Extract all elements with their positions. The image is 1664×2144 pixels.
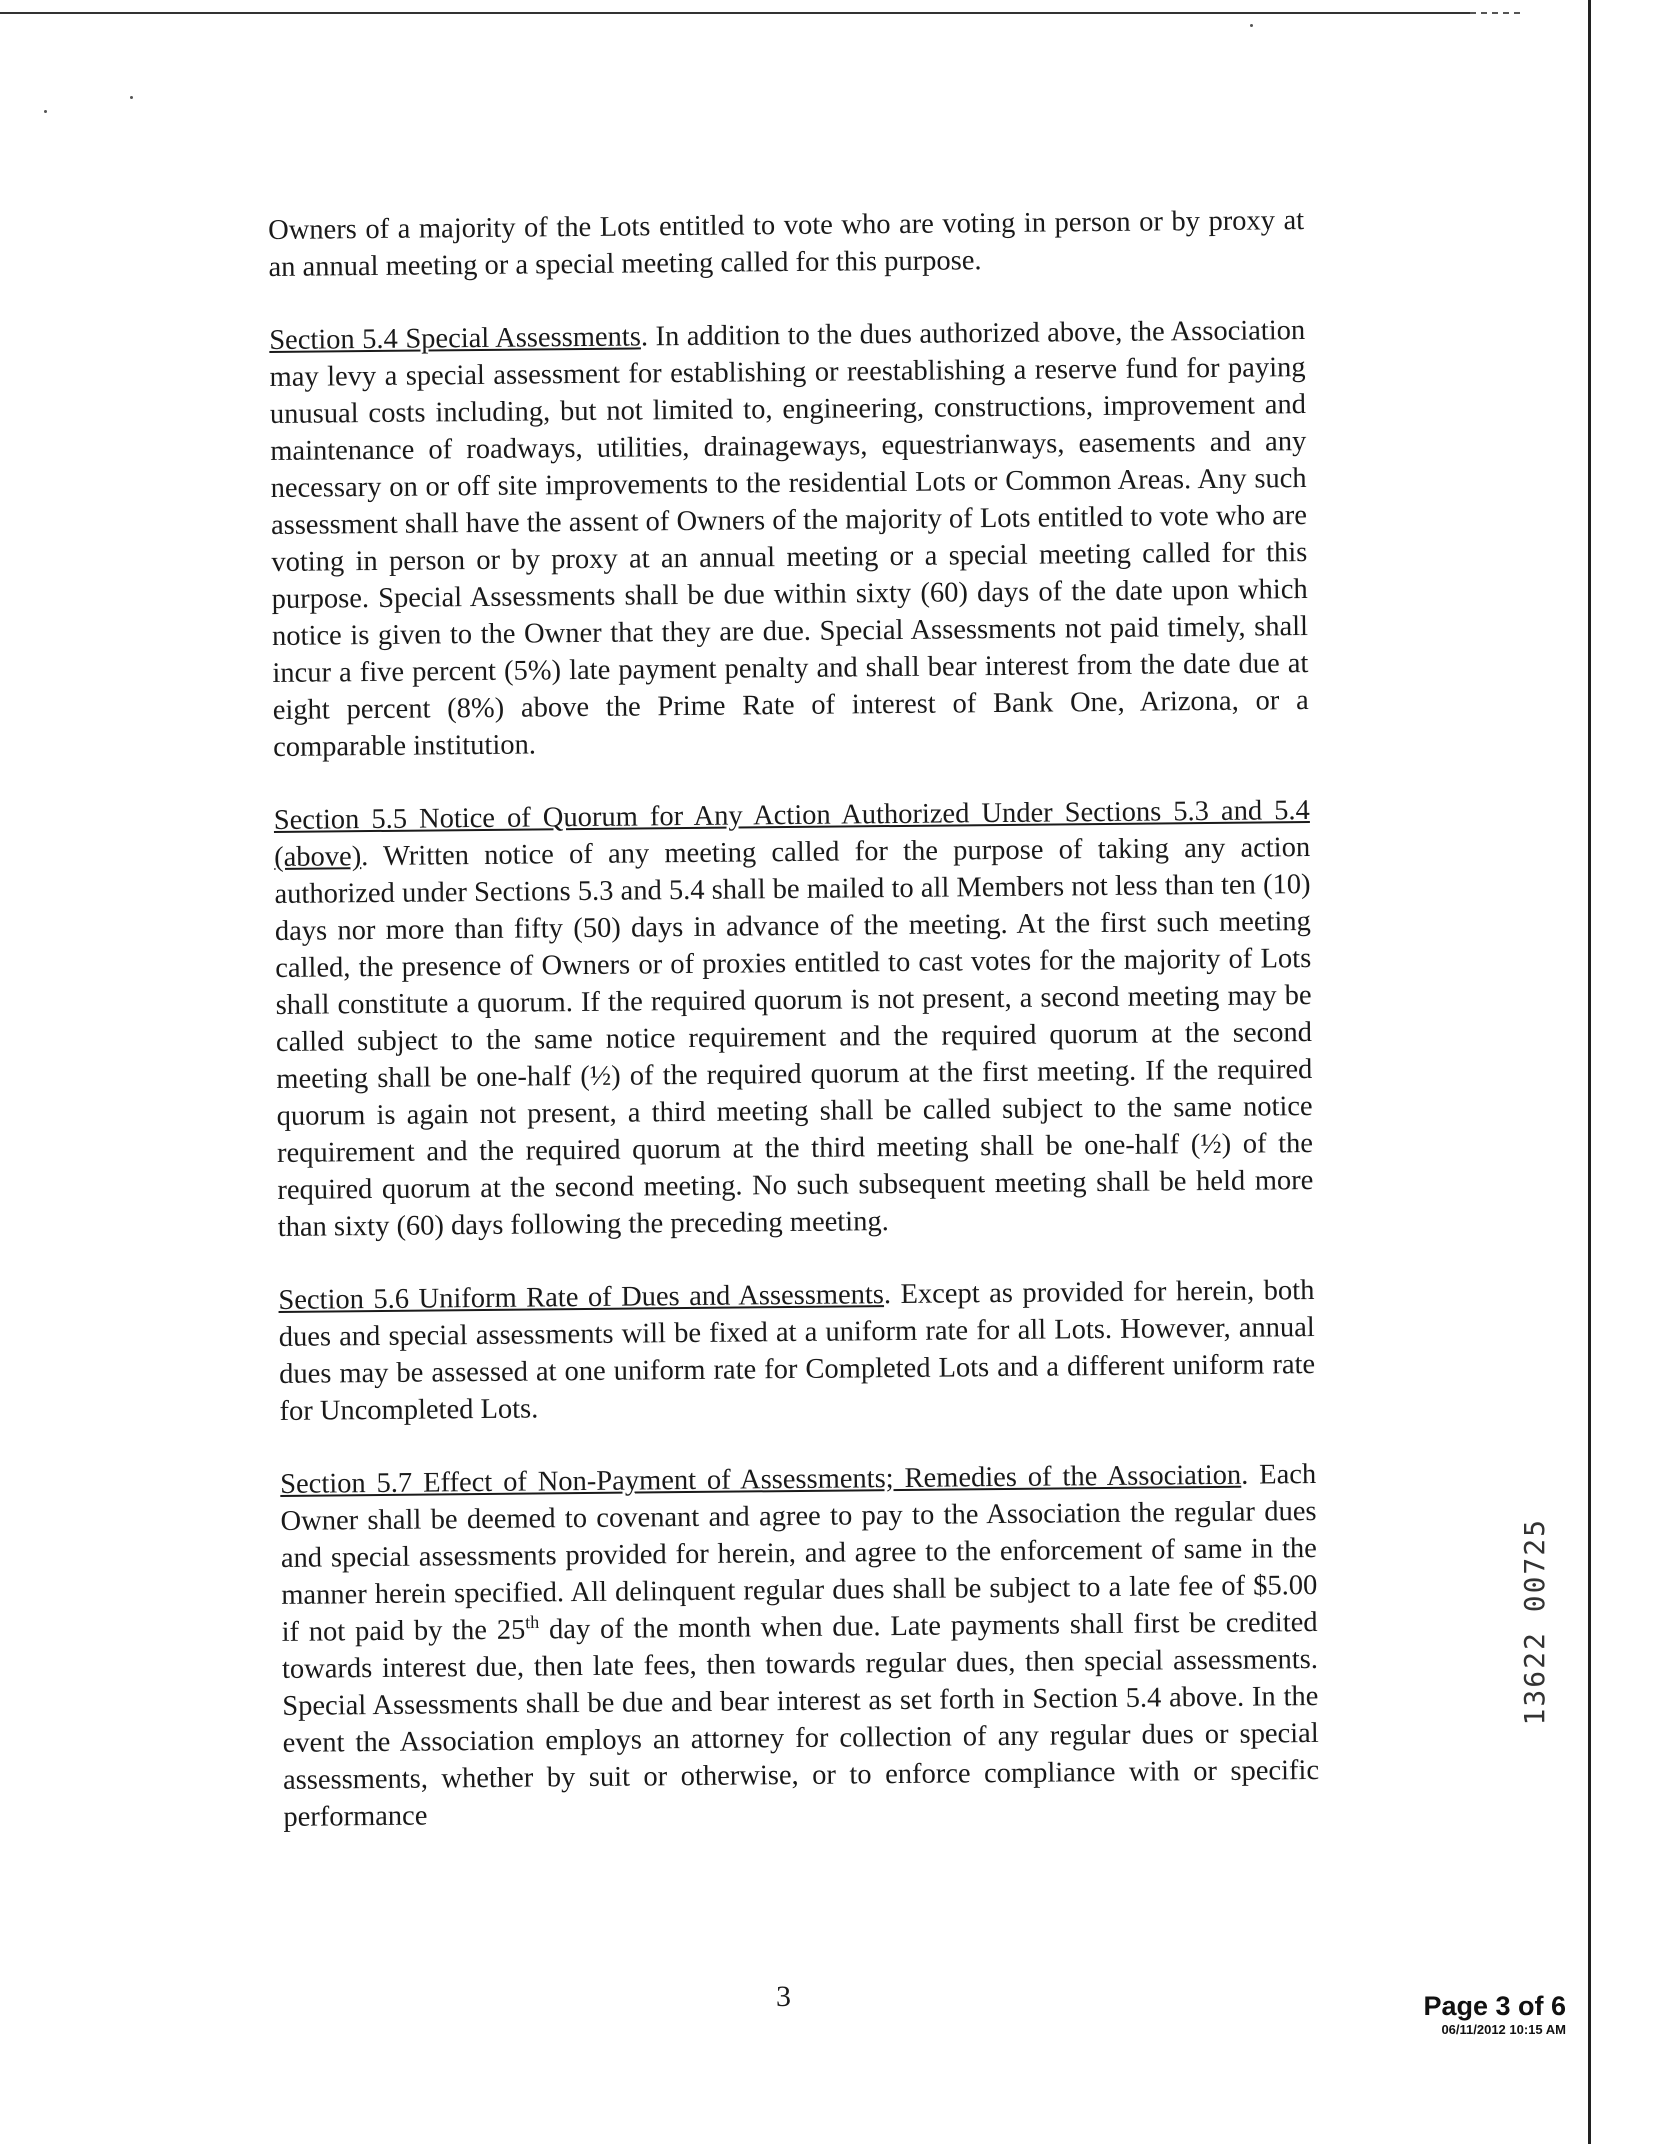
print-timestamp: 06/11/2012 10:15 AM — [1441, 2022, 1566, 2037]
section-body-continued: day of the month when due. Late payments shall first be credited towards interest due, then late fees, then towards regular dues, then special assessments. Special Assessments shall be due and bear interest as set forth in Section 5.4 above. In the event the Association employs an attorney for collection of any regular dues or special assessments, whether by suit or otherwise, or to enforce compliance with or specific performance — [281, 1606, 1320, 1833]
section-body: . Written notice of any meeting called for the purpose of taking any action authorized under Sections 5.3 and 5.4 shall be mailed to all Members not less than ten (10) days nor more than fifty (50) days in advance of the meeting. At the first such meeting called, the presence of Owners or of proxies entitled to cast votes for the majority of Lots shall constitute a quorum. If the required quorum is not present, a second meeting may be called subject to the same notice requirement and the required quorum at the second meeting shall be one-half (½) of the required quorum at the first meeting. If the required quorum is again not present, a third meeting shall be called subject to the same notice requirement and the required quorum at the third meeting shall be one-half (½) of the required quorum at the second meeting. No such subsequent meeting shall be held more than sixty (60) days following the preceding meeting. — [274, 832, 1314, 1243]
section-body: . In addition to the dues authorized above, the Association may levy a special assessment for establishing or reestablishing a reserve fund for paying unusual costs including, but not limited to, engineering, constructions, improvement and maintenance of roadways, utilities, drainageways, equestrianways, easements and any necessary on or off site improvements to the residential Lots or Common Areas. Any such assessment shall have the assent of Owners of the majority of Lots entitled to vote who are voting in person or by proxy at an annual meeting or a special meeting called for this purpose. Special Assessments shall be due within sixty (60) days of the date upon which notice is given to the Owner that they are due. Special Assessments not paid timely, shall incur a five percent (5%) late payment penalty and shall bear interest from the date due at eight percent (8%) above the Prime Rate of interest of Bank One, Arizona, or a comparable institution. — [269, 315, 1309, 763]
scan-top-rule — [0, 12, 1470, 14]
page-of-label: Page 3 of 6 — [1423, 1991, 1566, 2021]
scan-speck — [1250, 24, 1253, 27]
section-body: . Except as provided for herein, both dues and special assessments will be fixed at a uniform rate for all Lots. However, annual dues may be assessed at one uniform rate for Completed Lots and a different uniform rate for Uncompleted Lots. — [278, 1275, 1316, 1427]
superscript: th — [525, 1611, 540, 1633]
section-heading: Section 5.7 Effect of Non-Payment of Assessments; Remedies of the Association — [280, 1459, 1242, 1500]
scan-top-rule-dashed — [1470, 12, 1520, 14]
recording-number-stamp: 13622 00725 — [1518, 1518, 1551, 1726]
scan-speck — [130, 96, 133, 99]
scan-right-edge-line — [1588, 0, 1591, 2144]
page-number: 3 — [776, 1980, 791, 2013]
section-5-7 — [280, 1456, 1320, 1836]
intro-paragraph: Owners of a majority of the Lots entitled to vote who are voting in person or by proxy at an annual meeting or a special meeting called for this purpose. — [268, 205, 1305, 283]
page-info — [1386, 1990, 1566, 2037]
section-body: . Each Owner shall be deemed to covenant and agree to pay to the Association the regular dues and special assessments provided for herein, and agree to the enforcement of same in the manner herein specified. All delinquent regular dues shall be subject to a late fee of $5.00 if not paid by the 25 — [280, 1458, 1318, 1648]
section-5-5 — [274, 792, 1314, 1246]
section-heading: Section 5.6 Uniform Rate of Dues and Assessments — [278, 1279, 885, 1316]
scan-speck — [44, 110, 47, 113]
section-heading: Section 5.4 Special Assessments — [269, 321, 642, 356]
section-5-4 — [269, 312, 1309, 766]
section-heading: Section 5.5 Notice of Quorum for Any Action Authorized Under Sections 5.3 and 5.4 (above) — [273, 795, 1310, 873]
document-body — [268, 202, 1320, 1872]
section-5-6 — [278, 1272, 1315, 1430]
